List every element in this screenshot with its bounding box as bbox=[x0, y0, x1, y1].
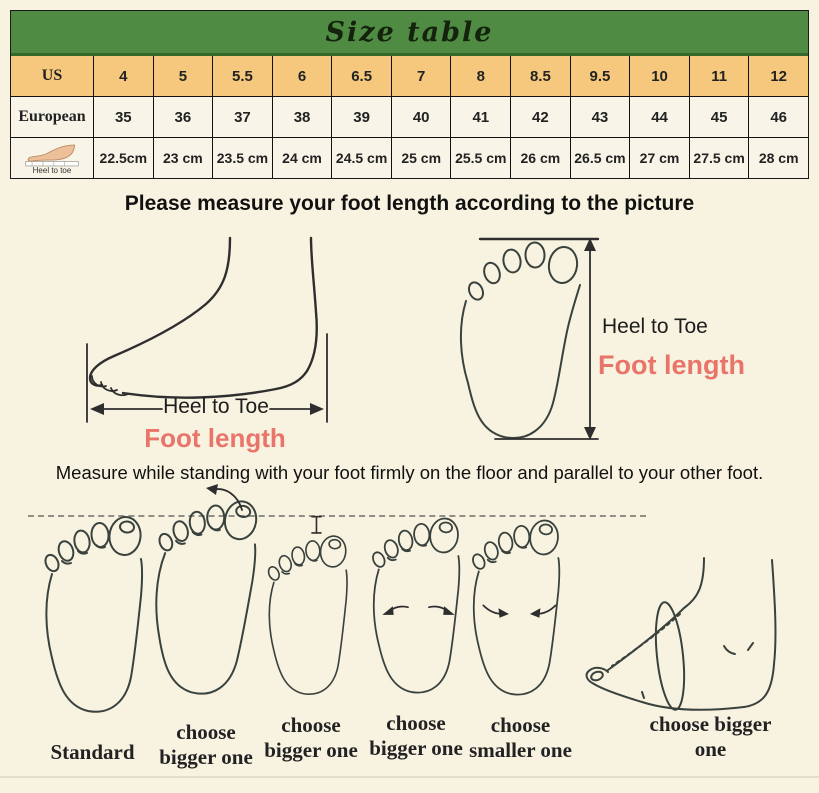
eu-size-cell: 35 bbox=[94, 97, 153, 137]
cm-cell: 23.5 cm bbox=[213, 138, 272, 178]
cm-cell: 22.5cm bbox=[94, 138, 153, 178]
us-size-cell: 7 bbox=[392, 56, 451, 96]
us-size-cell: 6 bbox=[273, 56, 332, 96]
side-view-measure-diagram bbox=[80, 230, 350, 465]
eu-size-cell: 38 bbox=[273, 97, 332, 137]
sole-view-measure-diagram bbox=[450, 225, 760, 460]
eu-size-cell: 37 bbox=[213, 97, 272, 137]
cm-cell: 26.5 cm bbox=[571, 138, 630, 178]
cm-cell: 26 cm bbox=[511, 138, 570, 178]
heel-row-label-cell bbox=[11, 138, 93, 178]
measure-heading: Please measure your foot length according to the picture bbox=[124, 192, 695, 215]
fit-label-bigger-3: choose bigger one bbox=[369, 711, 463, 760]
eu-size-cell: 42 bbox=[511, 97, 570, 137]
eu-size-cell: 43 bbox=[571, 97, 630, 137]
eu-size-cell: 46 bbox=[749, 97, 808, 137]
side-heel-to-toe-label: Heel to Toe bbox=[163, 395, 269, 418]
side-foot-girth-drawing bbox=[582, 552, 807, 732]
sole-foot-drawing bbox=[450, 225, 760, 460]
fit-label-bigger-2: choose bigger one bbox=[264, 713, 358, 762]
bottom-divider bbox=[0, 776, 819, 778]
cm-cell: 27 cm bbox=[630, 138, 689, 178]
cm-cell: 23 cm bbox=[154, 138, 213, 178]
us-size-cell: 11 bbox=[690, 56, 749, 96]
us-size-cell: 5.5 bbox=[213, 56, 272, 96]
us-size-cell: 10 bbox=[630, 56, 689, 96]
fit-label-smaller: choose smaller one bbox=[469, 713, 572, 762]
footprint-standard bbox=[40, 512, 145, 717]
side-foot-length-label: Foot length bbox=[144, 423, 286, 453]
eu-size-cell: 36 bbox=[154, 97, 213, 137]
fit-guide-section bbox=[0, 500, 819, 793]
eu-size-cell: 44 bbox=[630, 97, 689, 137]
us-size-cell: 9.5 bbox=[571, 56, 630, 96]
measure-note: Measure while standing with your foot firmly on the floor and parallel to your other foot. bbox=[55, 462, 764, 483]
us-size-cell: 5 bbox=[154, 56, 213, 96]
cm-cell: 28 cm bbox=[749, 138, 808, 178]
cm-cell: 25.5 cm bbox=[451, 138, 510, 178]
cm-cell: 24 cm bbox=[273, 138, 332, 178]
heel-to-toe-icon-caption: Heel to toe bbox=[32, 165, 72, 175]
us-size-cell: 4 bbox=[94, 56, 153, 96]
size-table bbox=[10, 10, 809, 179]
us-size-cell: 8.5 bbox=[511, 56, 570, 96]
us-size-cell: 8 bbox=[451, 56, 510, 96]
us-row-label: US bbox=[11, 56, 93, 96]
size-table-grid bbox=[11, 56, 808, 178]
size-table-title: Size table bbox=[325, 16, 494, 48]
cm-cell: 27.5 cm bbox=[690, 138, 749, 178]
foot-ruler-icon bbox=[23, 144, 81, 168]
sole-foot-length-label: Foot length bbox=[598, 350, 745, 380]
fit-label-bigger-1: choose bigger one bbox=[159, 720, 253, 769]
us-size-cell: 6.5 bbox=[332, 56, 391, 96]
footprint-long-toe bbox=[150, 494, 262, 706]
eu-size-cell: 40 bbox=[392, 97, 451, 137]
fit-label-bigger-girth: choose bigger one bbox=[649, 712, 772, 761]
eu-size-cell: 41 bbox=[451, 97, 510, 137]
footprint-narrow bbox=[468, 516, 568, 711]
us-size-cell: 12 bbox=[749, 56, 808, 96]
cm-cell: 24.5 cm bbox=[332, 138, 391, 178]
sole-heel-to-toe-label: Heel to Toe bbox=[602, 315, 708, 338]
eu-size-cell: 39 bbox=[332, 97, 391, 137]
footprint-wide bbox=[368, 514, 468, 709]
fit-label-standard: Standard bbox=[50, 740, 135, 764]
eu-size-cell: 45 bbox=[690, 97, 749, 137]
cm-cell: 25 cm bbox=[392, 138, 451, 178]
eu-row-label: European bbox=[11, 97, 93, 137]
size-table-title-bar bbox=[11, 11, 808, 56]
footprint-short-toe bbox=[264, 532, 359, 717]
